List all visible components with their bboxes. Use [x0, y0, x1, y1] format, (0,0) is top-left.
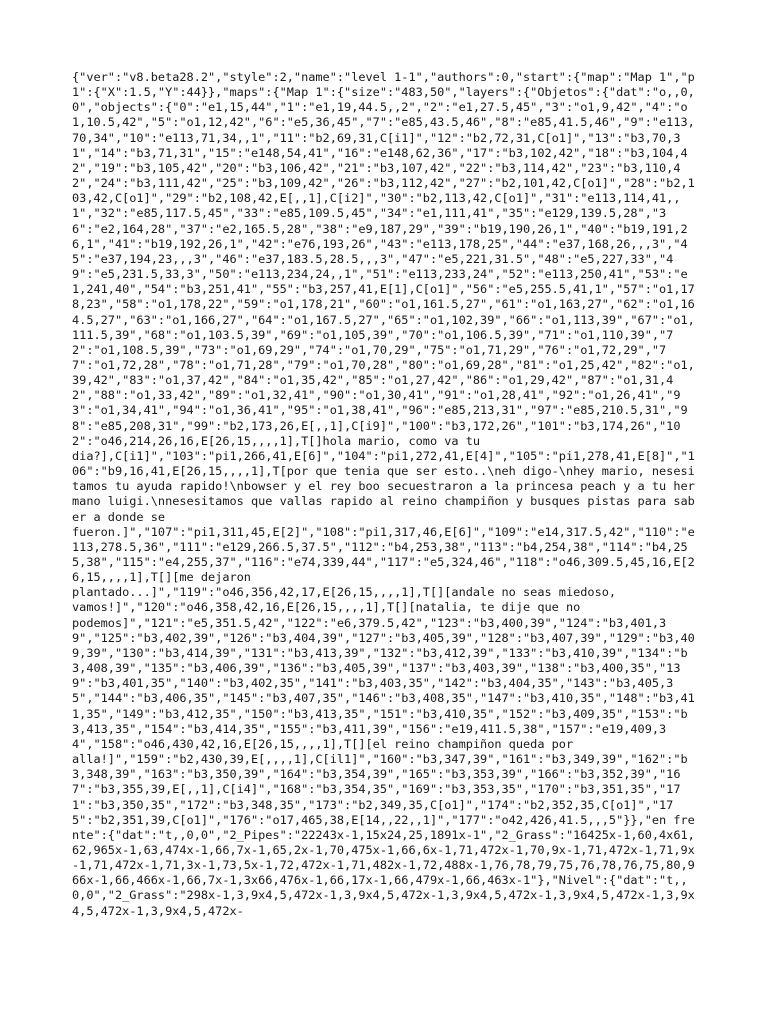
json-document-text: {"ver":"v8.beta28.2","style":2,"name":"level 1-1","authors":0,"start":{"map":"Map 1","p1":{"X":1.5,"Y":44}},"maps":{"Map 1":{"size":"483,50","layers":{"Objetos":{"dat":"o,,0,0","objects":{"0":"e1,15,44","1":"e1,19,44.5,,2","2":"e1,27.5,45","3":"o1,9,42","4":"o1,10.5,42","5":"o1,12,42","6":"e5,36,45","7":"e85,43.5,46","8":"e85,41.5,46","9":"e113,70,34","10":"e113,71,34,,1","11":"b2,69,31,C[i1]","12":"b2,72,31,C[o1]","13":"b3,70,31","14":"b3,71,31","15":"e148,54,41","16":"e148,62,36","17":"b3,102,42","18":"b3,104,42","19":"b3,105,42","20":"b3,106,42","21":"b3,107,42","22":"b3,114,42","23":"b3,110,42","24":"b3,111,42","25":"b3,109,42","26":"b3,112,42","27":"b2,101,42,C[o1]","28":"b2,103,42,C[o1]","29":"b2,108,42,E[,,1],C[i2]","30":"b2,113,42,C[o1]","31":"e113,114,41,,1","32":"e85,117.5,45","33":"e85,109.5,45","34":"e1,111,41","35":"e129,139.5,28","36":"e2,164,28","37":"e2,165.5,28","38":"e9,187,29","39":"b19,190,26,1","40":"b19,191,26,1","41":"b19,192,26,1","42":"e76,193,26","43":"e113,178,25","44":"e37,168,26,,,3","45":"e37,194,23,,,3","46":"e37,183.5,28.5,,,3","47":"e5,221,31.5","48":"e5,227,33","49":"e5,231.5,33,3","50":"e113,234,24,,1","51":"e113,233,24","52":"e113,250,41","53":"e1,241,40","54":"b3,251,41","55":"b3,257,41,E[1],C[o1]","56":"e5,255.5,41,1","57":"o1,178,23","58":"o1,178,22","59":"o1,178,21","60":"o1,161.5,27","61":"o1,163,27","62":"o1,164.5,27","63":"o1,166,27","64":"o1,167.5,27","65":"o1,102,39","66":"o1,113,39","67":"o1,111.5,39","68":"o1,103.5,39","69":"o1,105,39","70":"o1,106.5,39","71":"o1,110,39","72":"o1,108.5,39","73":"o1,69,29","74":"o1,70,29","75":"o1,71,29","76":"o1,72,29","77":"o1,72,28","78":"o1,71,28","79":"o1,70,28","80":"o1,69,28","81":"o1,25,42","82":"o1,39,42","83":"o1,37,42","84":"o1,35,42","85":"o1,27,42","86":"o1,29,42","87":"o1,31,42","88":"o1,33,42","89":"o1,32,41","90":"o1,30,41","91":"o1,28,41","92":"o1,26,41","93":"o1,34,41","94":"o1,36,41","95":"o1,38,41","96":"e85,213,31","97":"e85,210.5,31","98":"e85,208,31","99":"b2,173,26,E[,,1],C[i9]","100":"b3,172,26","101":"b3,174,26","102":"o46,214,26,16,E[26,15,,,,1],T[]hola mario, como va tu dia?],C[i1]","103":"pi1,266,41,E[6]","104":"pi1,272,41,E[4]","105":"pi1,278,41,E[8]","106":"b9,16,41,E[26,15,,,,1],T[por que tenia que ser esto..\neh digo-\nhey mario, nesesitamos tu ayuda rapido!\nbowser y el rey boo secuestraron a la princesa peach y a tu hermano luigi.\nnesesitamos que vallas rapido al reino champiñon y busques pistas para saber a donde se fueron.]","107":"pi1,311,45,E[2]","108":"pi1,317,46,E[6]","109":"e14,317.5,42","110":"e113,278.5,36","111":"e129,266.5,37.5","112":"b4,253,38","113":"b4,254,38","114":"b4,255,38","115":"e4,255,37","116":"e74,339,44","117":"e5,324,46","118":"o46,309.5,45,16,E[26,15,,,,1],T[][me dejaron plantado...]","119":"o46,356,42,17,E[26,15,,,,1],T[][andale no seas miedoso, vamos!]","120":"o46,358,42,16,E[26,15,,,,1],T[][natalia, te dije que no podemos]","121":"e5,351.5,42","122":"e6,379.5,42","123":"b3,400,39","124":"b3,401,39","125":"b3,402,39","126":"b3,404,39","127":"b3,405,39","128":"b3,407,39","129":"b3,409,39","130":"b3,414,39","131":"b3,413,39","132":"b3,412,39","133":"b3,410,39","134":"b3,408,39","135":"b3,406,39","136":"b3,405,39","137":"b3,403,39","138":"b3,400,35","139":"b3,401,35","140":"b3,402,35","141":"b3,403,35","142":"b3,404,35","143":"b3,405,35","144":"b3,406,35","145":"b3,407,35","146":"b3,408,35","147":"b3,410,35","148":"b3,411,35","149":"b3,412,35","150":"b3,413,35","151":"b3,410,35","152":"b3,409,35","153":"b3,413,35","154":"b3,414,35","155":"b3,411,39","156":"e19,411.5,38","157":"e19,409,34","158":"o46,430,42,16,E[26,15,,,,1],T[][el reino champiñon queda por alla!]","159":"b2,430,39,E[,,,,1],C[il1]","160":"b3,347,39","161":"b3,349,39","162":"b3,348,39","163":"b3,350,39","164":"b3,354,39","165":"b3,353,39","166":"b3,352,39","167":"b3,355,39,E[,,1],C[i4]","168":"b3,354,35","169":"b3,353,35","170":"b3,351,35","171":"b3,350,35","172":"b3,348,35","173":"b2,349,35,C[o1]","174":"b2,352,35,C[o1]","175":"b2,351,39,C[o1]","176":"o17,465,38,E[14,,22,,1]","177":"o42,426,41.5,,,5"}},"en frente":{"dat":"t,,0,0","2_Pipes":"22243x-1,15x24,25,1891x-1","2_Grass":"16425x-1,60,4x61,62,965x-1,63,474x-1,66,7x-1,65,2x-1,70,475x-1,66,6x-1,71,472x-1,70,9x-1,71,472x-1,71,9x-1,71,472x-1,71,3x-1,73,5x-1,72,472x-1,71,482x-1,72,488x-1,76,78,79,75,76,78,76,75,80,966x-1,66,466x-1,66,7x-1,3x66,476x-1,66,17x-1,66,479x-1,66,463x-1"},"Nivel":{"dat":"t,,0,0","2_Grass":"298x-1,3,9x4,5,472x-1,3,9x4,5,472x-1,3,9x4,5,472x-1,3,9x4,5,472x-1,3,9x4,5,472x-1,3,9x4,5,472x-: [72, 70, 695, 918]
